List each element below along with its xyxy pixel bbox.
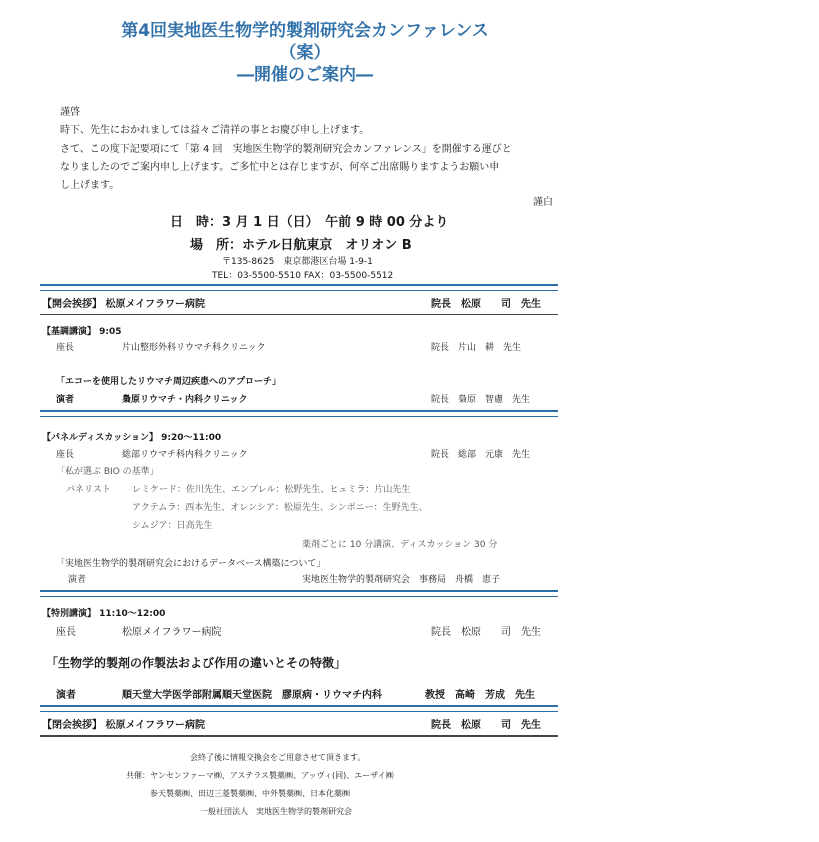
- event-tel: TEL：03-5500-5510 FAX：03-5500-5512: [212, 271, 394, 281]
- page-subtitle: ―開催のご案内―: [237, 65, 373, 85]
- opening-label: 【開会挨拶】 松原メイフラワー病院: [42, 299, 205, 310]
- panel-chair-person: 院長 総部 元康 先生: [431, 450, 531, 460]
- panel-note: 薬剤ごとに 10 分講演、ディスカッション 30 分: [302, 540, 498, 550]
- keynote-chair-person: 院長 片山 耕 先生: [431, 343, 522, 353]
- db-speaker-person: 実地医生物学的製剤研究会 事務局 舟橋 恵子: [302, 575, 501, 585]
- opening-person: 院長 松原 司 先生: [431, 299, 541, 310]
- closing-word: 謹白: [533, 197, 553, 208]
- footer-organizer: 一般社団法人 実地医生物学的製剤研究会: [200, 807, 352, 816]
- closing-label: 【閉会挨拶】 松原メイフラワー病院: [42, 720, 205, 731]
- special-topic: 「生物学的製剤の作製法および作用の違いとその特徴」: [46, 656, 347, 670]
- keynote-topic: 「エコーを使用したリウマチ周辺疾患へのアプローチ」: [56, 377, 282, 387]
- special-speaker-person: 教授 高崎 芳成 先生: [425, 690, 535, 701]
- keynote-chair-org: 片山整形外科リウマチ科クリニック: [122, 343, 266, 353]
- rule: [40, 590, 558, 597]
- event-venue: 場 所：ホテル日航東京 オリオン B: [190, 238, 412, 253]
- rule: [40, 314, 558, 315]
- special-chair-org: 松原メイフラワー病院: [122, 627, 222, 638]
- special-chair-role: 座長: [56, 627, 76, 638]
- db-speaker-role: 演者: [68, 575, 87, 585]
- footer-note: 会終了後に情報交換会をご用意させて頂きます。: [190, 753, 366, 762]
- keynote-speaker-role: 演者: [56, 395, 75, 405]
- special-speaker-role: 演者: [56, 690, 76, 701]
- letter-paragraph-1: 時下、先生におかれましては益々ご清祥の事とお慶び申し上げます。: [60, 125, 370, 136]
- special-speaker-org: 順天堂大学医学部附属順天堂医院 膠原病・リウマチ内科: [122, 690, 382, 701]
- rule: [40, 735, 558, 737]
- keynote-speaker-person: 院長 梟原 智慮 先生: [431, 395, 531, 405]
- page-title: 第4回実地医生物学的製剤研究会カンファレンス: [121, 21, 489, 41]
- panelists-line-1: レミケード：佐川先生、エンブレル：松野先生、ヒュミラ：片山先生: [132, 485, 411, 495]
- panel-label: 【パネルディスカッション】 9:20～11:00: [42, 433, 222, 443]
- special-label: 【特別講演】 11:10～12:00: [42, 609, 166, 619]
- panel-chair-org: 総部リウマチ科内科クリニック: [122, 450, 248, 460]
- closing-person: 院長 松原 司 先生: [431, 720, 541, 731]
- footer-sponsors-2: 参天製薬㈱、田辺三菱製薬㈱、中外製薬㈱、日本化薬㈱: [150, 789, 350, 798]
- panel-chair-role: 座長: [56, 450, 75, 460]
- page-subtitle-draft: （案）: [279, 43, 331, 63]
- keynote-chair-role: 座長: [56, 343, 75, 353]
- rule: [40, 284, 558, 291]
- rule: [40, 410, 558, 417]
- panelist-label: パネリスト: [66, 485, 111, 495]
- keynote-label: 【基調講演】 9:05: [42, 327, 122, 337]
- keynote-speaker-org: 梟原リウマチ・内科クリニック: [122, 395, 248, 405]
- special-chair-person: 院長 松原 司 先生: [431, 627, 541, 638]
- panelists-line-2: アクテムラ：西本先生、オレンシア：松原先生、シンポニー：生野先生、: [132, 503, 428, 513]
- letter-paragraph-2b: なりましたのでご案内申し上げます。ご多忙中とは存じますが、何卒ご出席賜りますようお願い申: [60, 162, 500, 173]
- rule: [40, 705, 558, 712]
- event-datetime: 日 時：3 月 1 日（日） 午前 9 時 00 分より: [170, 215, 449, 230]
- panelists-line-3: シムジア：日高先生: [132, 521, 213, 531]
- db-topic: 「実地医生物学的製剤研究会におけるデータベース構築について」: [56, 559, 326, 569]
- event-address: 〒135-8625 東京都港区台場 1-9-1: [222, 257, 373, 267]
- letter-paragraph-2a: さて、この度下記要項にて「第 4 回 実地医生物学的製剤研究会カンファレンス」を開催する運びと: [60, 144, 512, 155]
- letter-paragraph-2c: し上げます。: [60, 180, 120, 191]
- panel-theme: 「私が選ぶ BIO の基準」: [56, 467, 159, 477]
- salutation: 謹啓: [60, 107, 80, 118]
- footer-sponsors-1: 共催：ヤンセンファーマ㈱、アステラス製薬㈱、アッヴィ(同)、エーザイ㈱: [126, 771, 394, 780]
